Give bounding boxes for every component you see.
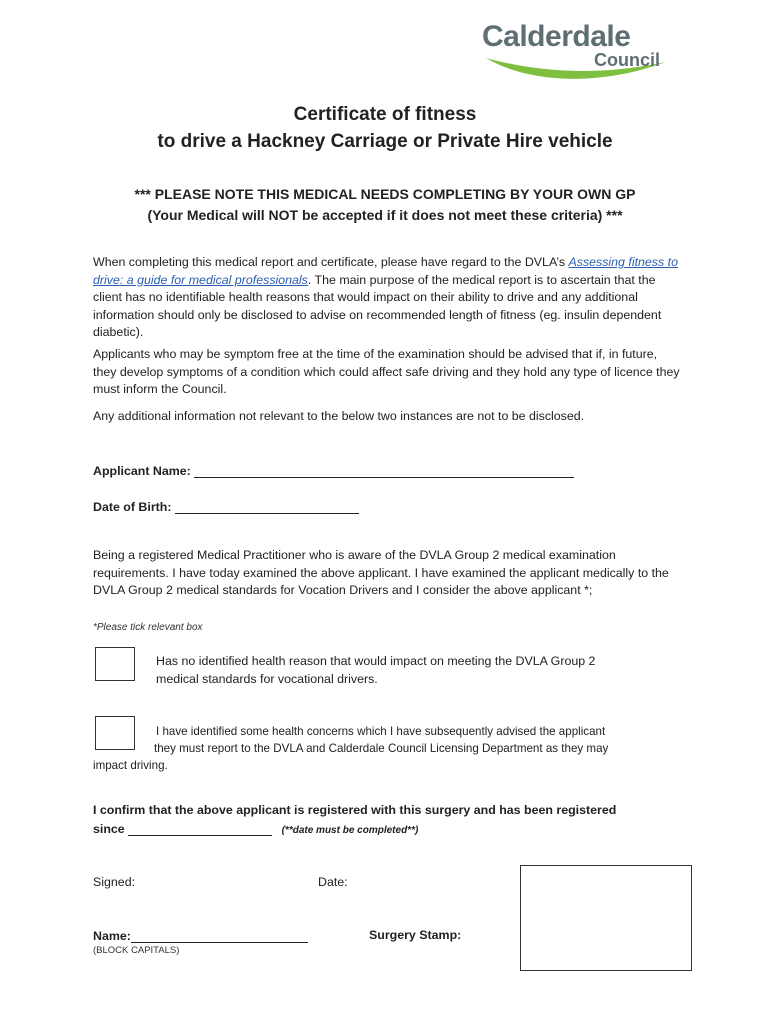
option2-line1: I have identified some health concerns which I have subsequently advised the applicant [156,725,606,738]
declaration-text: Being a registered Medical Practitioner who is aware of the DVLA Group 2 medical examination requirements. I have today examined the above applicant. I have examined the applicant medically to the DVLA Group 2 medical standards for Vocation Drivers and I consider the above applicant *; [93,548,669,597]
dob-row [93,499,359,514]
intro-text-end: . The main purpose of the medical report is to ascertain that the client has no identifiable health reasons that would impact on their ability to drive and any additional information should only be disclosed to advise on recommended length of fitness (eg. insulin dependent diabetic). [93,272,662,339]
surgery-stamp-box[interactable] [520,865,692,971]
since-row [93,821,418,836]
name-label: Name: [93,929,131,943]
no-health-reason-checkbox[interactable] [95,647,135,681]
logo-wordmark: Calderdale [482,20,631,53]
applicant-name-input[interactable] [194,463,574,478]
intro-text-start: When completing this medical report and certificate, please have regard to the DVLA’s [93,255,566,269]
block-capitals-note: (BLOCK CAPITALS) [93,945,180,956]
dob-label: Date of Birth: [93,500,172,514]
page-title: Certificate of fitness [293,104,477,125]
option2-line2: they must report to the DVLA and Calderdale Council Licensing Department as they may [154,742,609,755]
health-concerns-checkbox[interactable] [95,716,135,750]
since-label: since [93,822,125,836]
council-logo [470,20,680,90]
confirm-line: I confirm that the above applicant is registered with this surgery and has been registered [93,803,617,817]
date-label: Date: [318,875,348,889]
surgery-stamp-label: Surgery Stamp: [369,928,462,942]
gp-notice-criteria: (Your Medical will NOT be accepted if it does not meet these criteria) *** [147,207,623,223]
applicant-name-label: Applicant Name: [93,464,191,478]
symptom-paragraph: Applicants who may be symptom free at the time of the examination should be advised that if, in future, they develop symptoms of a condition which could affect safe driving and they hold any type of licence they must inform the Council. [93,347,680,396]
applicant-name-row [93,463,574,478]
option2-line3: impact driving. [93,759,168,772]
gp-notice: *** PLEASE NOTE THIS MEDICAL NEEDS COMPLETING BY YOUR OWN GP [134,186,636,202]
name-input[interactable] [131,928,308,943]
logo-subtitle: Council [594,50,660,70]
intro-paragraph [93,254,683,342]
disclosure-paragraph: Any additional information not relevant to the below two instances are not to be disclosed. [93,409,585,423]
since-date-input[interactable] [128,821,272,836]
signed-label: Signed: [93,875,136,889]
page-subtitle: to drive a Hackney Carriage or Private Hire vehicle [157,131,613,152]
option1-line1: Has no identified health reason that would impact on meeting the DVLA Group 2 [156,654,596,668]
date-note: (**date must be completed**) [281,825,419,836]
name-row [93,928,308,943]
dob-input[interactable] [175,499,359,514]
tick-note: *Please tick relevant box [93,622,203,633]
guide-link[interactable]: Assessing fitness to drive: a guide for medical professionals [93,255,678,287]
option1-line2: medical standards for vocational drivers. [156,672,378,686]
